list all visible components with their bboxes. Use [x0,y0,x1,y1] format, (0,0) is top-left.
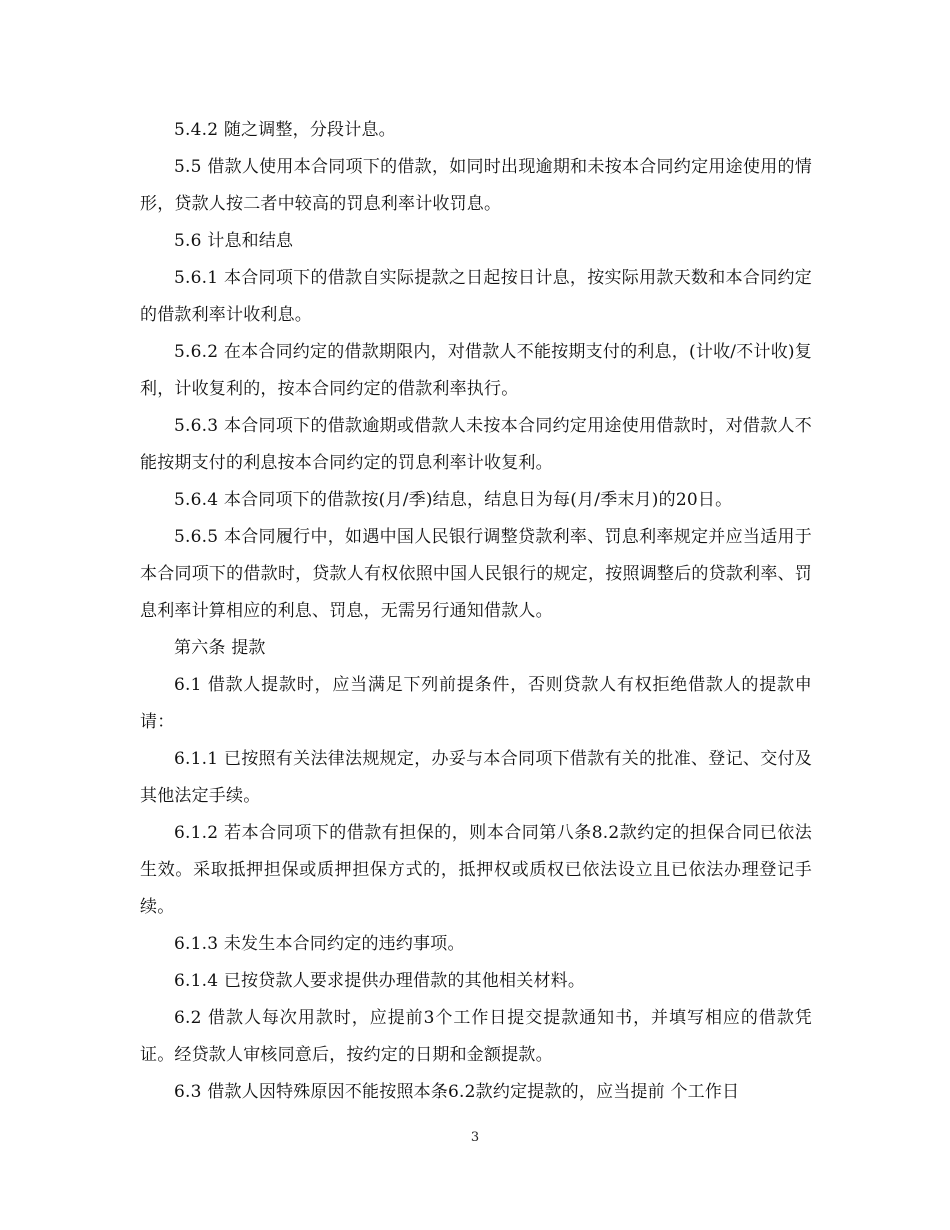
document-body [140,112,812,1111]
paragraph-5-4-2: 5.4.2 随之调整，分段计息。 [174,120,396,140]
paragraph-5-6-1: 5.6.1 本合同项下的借款自实际提款之日起按日计息，按实际用款天数和本合同约定的借款利率计收利息。 [140,268,812,325]
page-number: 3 [470,1130,480,1145]
paragraph-5-6-3: 5.6.3 本合同项下的借款逾期或借款人未按本合同约定用途使用借款时，对借款人不能按期支付的利息按本合同约定的罚息利率计收复利。 [140,416,812,473]
heading-article-6: 第六条 提款 [174,638,266,658]
paragraph-6-1-2: 6.1.2 若本合同项下的借款有担保的，则本合同第八条8.2款约定的担保合同已依法生效。采取抵押担保或质押担保方式的，抵押权或质权已依法设立且已依法办理登记手续。 [140,823,812,917]
paragraph-5-6-4: 5.6.4 本合同项下的借款按(月/季)结息，结息日为每(月/季末月)的20日。 [174,490,733,510]
paragraph-6-1-3: 6.1.3 未发生本合同约定的违约事项。 [174,934,465,954]
heading-5-6: 5.6 计息和结息 [174,231,294,251]
paragraph-6-1-1: 6.1.1 已按照有关法律法规规定，办妥与本合同项下借款有关的批准、登记、交付及其他法定手续。 [140,749,812,806]
paragraph-5-5: 5.5 借款人使用本合同项下的借款，如同时出现逾期和未按本合同约定用途使用的情形，贷款人按二者中较高的罚息利率计收罚息。 [140,157,812,214]
paragraph-5-6-2: 5.6.2 在本合同约定的借款期限内，对借款人不能按期支付的利息，(计收/不计收)复利，计收复利的，按本合同约定的借款利率执行。 [140,342,812,399]
paragraph-6-1: 6.1 借款人提款时，应当满足下列前提条件，否则贷款人有权拒绝借款人的提款申请： [140,675,812,732]
paragraph-5-6-5: 5.6.5 本合同履行中，如遇中国人民银行调整贷款利率、罚息利率规定并应当适用于本合同项下的借款时，贷款人有权依照中国人民银行的规定，按照调整后的贷款利率、罚息利率计算相应的利息、罚息，无需另行通知借款人。 [140,527,812,621]
paragraph-6-1-4: 6.1.4 已按贷款人要求提供办理借款的其他相关材料。 [174,971,586,991]
paragraph-6-2: 6.2 借款人每次用款时，应提前3个工作日提交提款通知书，并填写相应的借款凭证。经贷款人审核同意后，按约定的日期和金额提款。 [140,1008,812,1065]
paragraph-6-3: 6.3 借款人因特殊原因不能按照本条6.2款约定提款的，应当提前 个工作日 [174,1082,740,1102]
